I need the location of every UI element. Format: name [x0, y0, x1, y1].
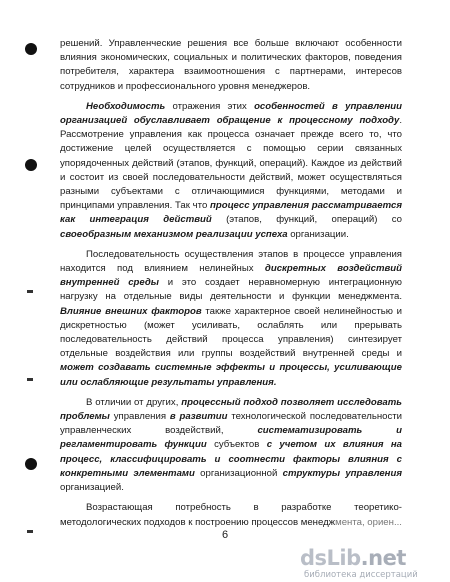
margin-tick-mark — [27, 290, 33, 293]
text-run: (этапов, функций, операций) со — [211, 214, 402, 226]
text-run: и это создает неравномерную интеграционную нагрузку на отдельные виды деятельности и функции менеджмента. — [60, 277, 402, 303]
emphasis-text: процесс управления рассматривается как интеграция действий — [60, 200, 402, 226]
emphasis-text: своеобразным механизмом реализации успеха — [60, 228, 288, 240]
paragraph — [60, 396, 402, 495]
paragraph — [60, 100, 402, 242]
emphasis-text: особенностей в управлении организацией обуславливает обращение к процессному подходу — [60, 100, 402, 127]
text-run: организационной — [194, 467, 283, 479]
emphasis-text: систематизировать и регламентировать функции — [60, 425, 402, 451]
paragraph: решений. Управленческие решения все больше включают особенности влияния экономических, социальных и политических факторов, поведения потребителя, характера взаимоотношения с партнерами, интересов сотрудников и профессионального уровня менеджеров. — [60, 38, 402, 92]
emphasis-text: процессный подход позволяет исследовать проблемы — [60, 396, 402, 423]
binder-hole-mark — [25, 43, 37, 55]
text-run: . Рассмотрение управления как процесса означает прежде всего то, что достижение целей осуществляется с помощью серии связанных упорядоченных действий (этапов, функций, операций). Каждое из действий и состоит из своей последовательности действий, может осуществляться разными субъектами с отличающимися функциями, методами и принципами управления. Так что — [60, 115, 402, 212]
watermark — [300, 546, 450, 578]
emphasis-text: Необходимость — [86, 100, 166, 112]
margin-tick-mark — [27, 530, 33, 533]
text-run: организации. — [287, 228, 349, 240]
body-text — [60, 37, 402, 530]
emphasis-text: может создавать системные эффекты и процессы, усиливающие или ослабляющие результаты управления. — [60, 362, 402, 388]
emphasis-text: Влияние внешних факторов — [60, 305, 202, 317]
text-run: также характерное своей нелинейностью и дискретностью (может усиливать, ослаблять или прерывать последовательность действий процесса управления) синтезирует отдельные воздействия или группы воздействий внутренней среды и — [60, 305, 403, 360]
watermark-tagline: библиотека диссертаций — [304, 570, 418, 580]
text-run: субъектов — [206, 439, 267, 451]
paragraph — [60, 501, 402, 529]
paragraph — [60, 248, 402, 390]
text-run: Возрастающая потребность в разработке теоретико-методологических подходов к построению процессов менедж — [60, 502, 402, 528]
binder-hole-mark — [25, 458, 37, 470]
text-run: управления — [109, 411, 170, 423]
text-run: Последовательность осуществления этапов в процессе управления находится под влиянием нелинейных — [60, 248, 402, 275]
emphasis-text: дискретных воздействий внутренней среды — [60, 263, 402, 289]
text-run: отражения этих — [165, 100, 255, 112]
text-run: В отличии от других, — [86, 396, 182, 408]
watermark-logo-suffix: .net — [360, 546, 406, 570]
emphasis-text: с учетом их влияния на процесс, классифицировать и соотнести факторы влияния с конкретными элементами — [60, 439, 402, 479]
text-run-faded: мента, ориен... — [335, 516, 402, 528]
margin-tick-mark — [27, 378, 33, 381]
text-run: организацией. — [60, 482, 124, 494]
watermark-logo — [300, 546, 406, 570]
page-number: 6 — [222, 529, 229, 541]
emphasis-text: в развитии — [169, 411, 228, 423]
text-run: технологической последовательности управленческих воздействий, — [60, 411, 403, 437]
emphasis-text: структуры управления — [282, 467, 402, 479]
watermark-logo-main: dsLib — [300, 546, 361, 570]
binder-hole-mark — [25, 159, 37, 171]
